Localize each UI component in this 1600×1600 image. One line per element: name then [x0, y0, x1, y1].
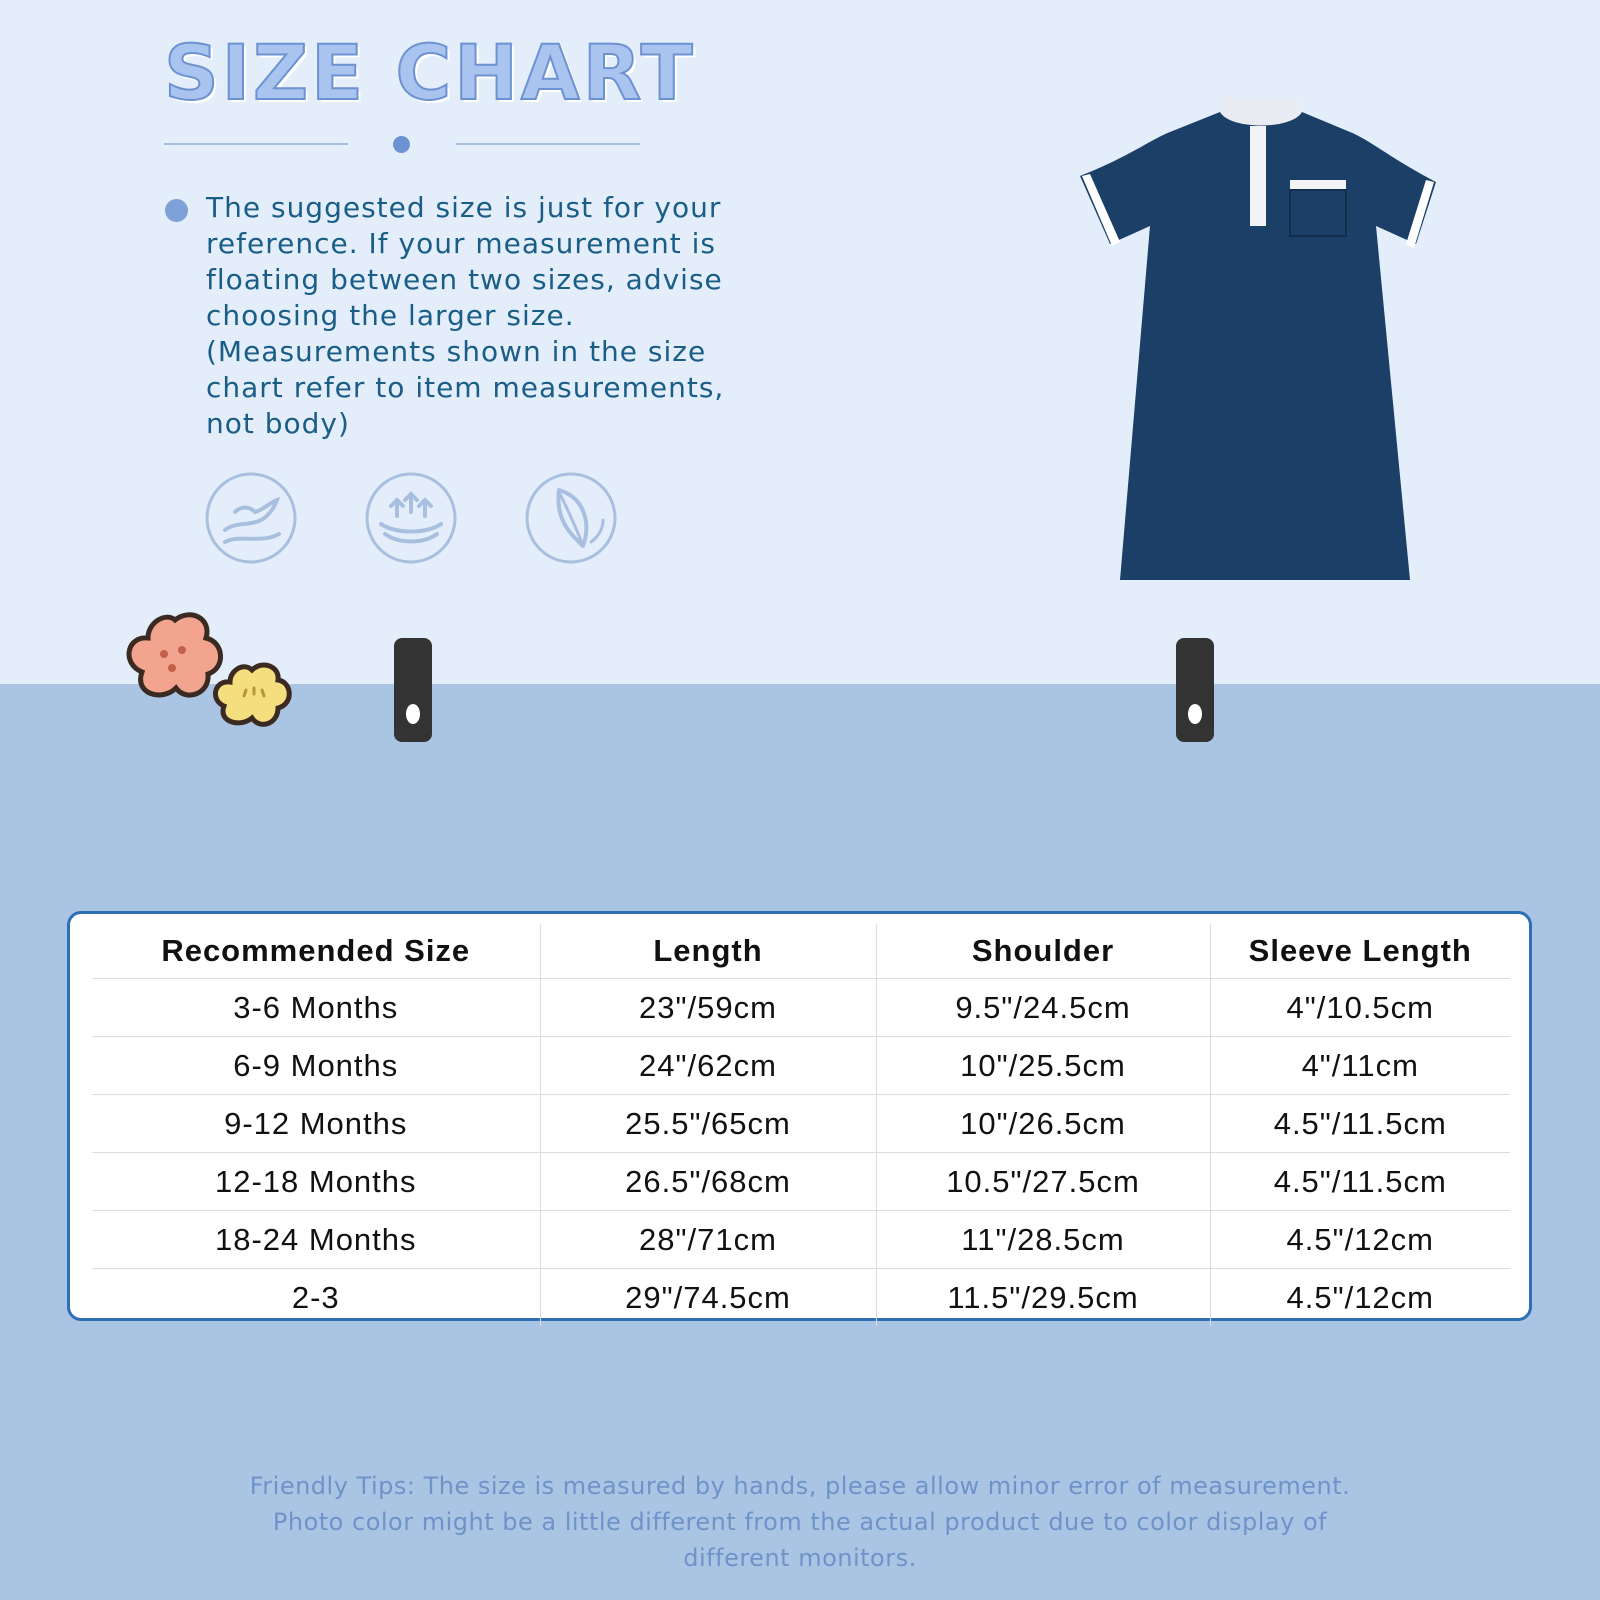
- table-row: [92, 1037, 1510, 1095]
- table-cell: 11.5"/29.5cm: [876, 1269, 1210, 1327]
- table-cell: 23"/59cm: [540, 979, 876, 1037]
- page-title: SIZE CHART: [164, 28, 696, 117]
- size-table: [92, 924, 1510, 1326]
- table-cell: 9.5"/24.5cm: [876, 979, 1210, 1037]
- binder-clip-left: [394, 638, 432, 742]
- table-cell: 4.5"/11.5cm: [1210, 1153, 1510, 1211]
- table-cell: 4.5"/12cm: [1286, 1279, 1435, 1315]
- table-cell: 4.5"/11.5cm: [1210, 1095, 1510, 1153]
- table-cell: 26.5"/68cm: [540, 1153, 876, 1211]
- table-cell: 29"/74.5cm: [540, 1269, 876, 1327]
- table-row: [92, 1211, 1510, 1269]
- size-table-card: [67, 911, 1532, 1321]
- table-cell: 25.5"/65cm: [540, 1095, 876, 1153]
- table-cell: 3-6 Months: [92, 979, 540, 1037]
- table-cell: 18-24 Months: [92, 1211, 540, 1269]
- soft-touch-hand-icon: [205, 472, 297, 564]
- table-cell: 12-18 Months: [92, 1153, 540, 1211]
- tips-line: Friendly Tips: The size is measured by hands, please allow minor error of measurement.: [249, 1472, 1351, 1500]
- table-header-row: [92, 924, 1510, 979]
- lightweight-feather-icon: [525, 472, 617, 564]
- table-cell: 10"/26.5cm: [876, 1095, 1210, 1153]
- table-cell: 24"/62cm: [540, 1037, 876, 1095]
- table-cell: 10.5"/27.5cm: [876, 1153, 1210, 1211]
- title-divider-left: [164, 143, 348, 145]
- size-note: The suggested size is just for your reference. If your measurement is floating between two sizes, advise choosing the larger size. (Measurements shown in the size chart refer to item measurements, not body): [206, 191, 725, 440]
- table-cell: 9-12 Months: [92, 1095, 540, 1153]
- note-bullet: [165, 199, 188, 222]
- column-header: Shoulder: [876, 924, 1210, 979]
- friendly-tips: [150, 1468, 1450, 1576]
- table-row: [92, 1153, 1510, 1211]
- tips-line: Photo color might be a little different from the actual product due to color display of: [272, 1508, 1328, 1536]
- table-cell: 11"/28.5cm: [876, 1211, 1210, 1269]
- column-header: Length: [540, 924, 876, 979]
- table-row: [92, 1095, 1510, 1153]
- table-cell: 2-3: [92, 1269, 540, 1327]
- binder-clip-right: [1176, 638, 1214, 742]
- column-header: Sleeve Length: [1210, 924, 1510, 979]
- tips-line: different monitors.: [683, 1544, 917, 1572]
- table-row: [92, 979, 1510, 1037]
- table-cell: 4"/11cm: [1210, 1037, 1510, 1095]
- table-row: [92, 1269, 1510, 1327]
- product-robe-image: [1080, 96, 1440, 596]
- column-header: Recommended Size: [92, 924, 540, 979]
- breathable-arrows-icon: [365, 472, 457, 564]
- table-cell: 28"/71cm: [540, 1211, 876, 1269]
- table-cell: 4"/10.5cm: [1210, 979, 1510, 1037]
- table-cell: 6-9 Months: [92, 1037, 540, 1095]
- title-divider-right: [456, 143, 640, 145]
- title-divider-dot: [393, 136, 410, 153]
- flower-decoration: [120, 610, 310, 760]
- table-cell: 10"/25.5cm: [876, 1037, 1210, 1095]
- table-cell: 4.5"/12cm: [1210, 1211, 1510, 1269]
